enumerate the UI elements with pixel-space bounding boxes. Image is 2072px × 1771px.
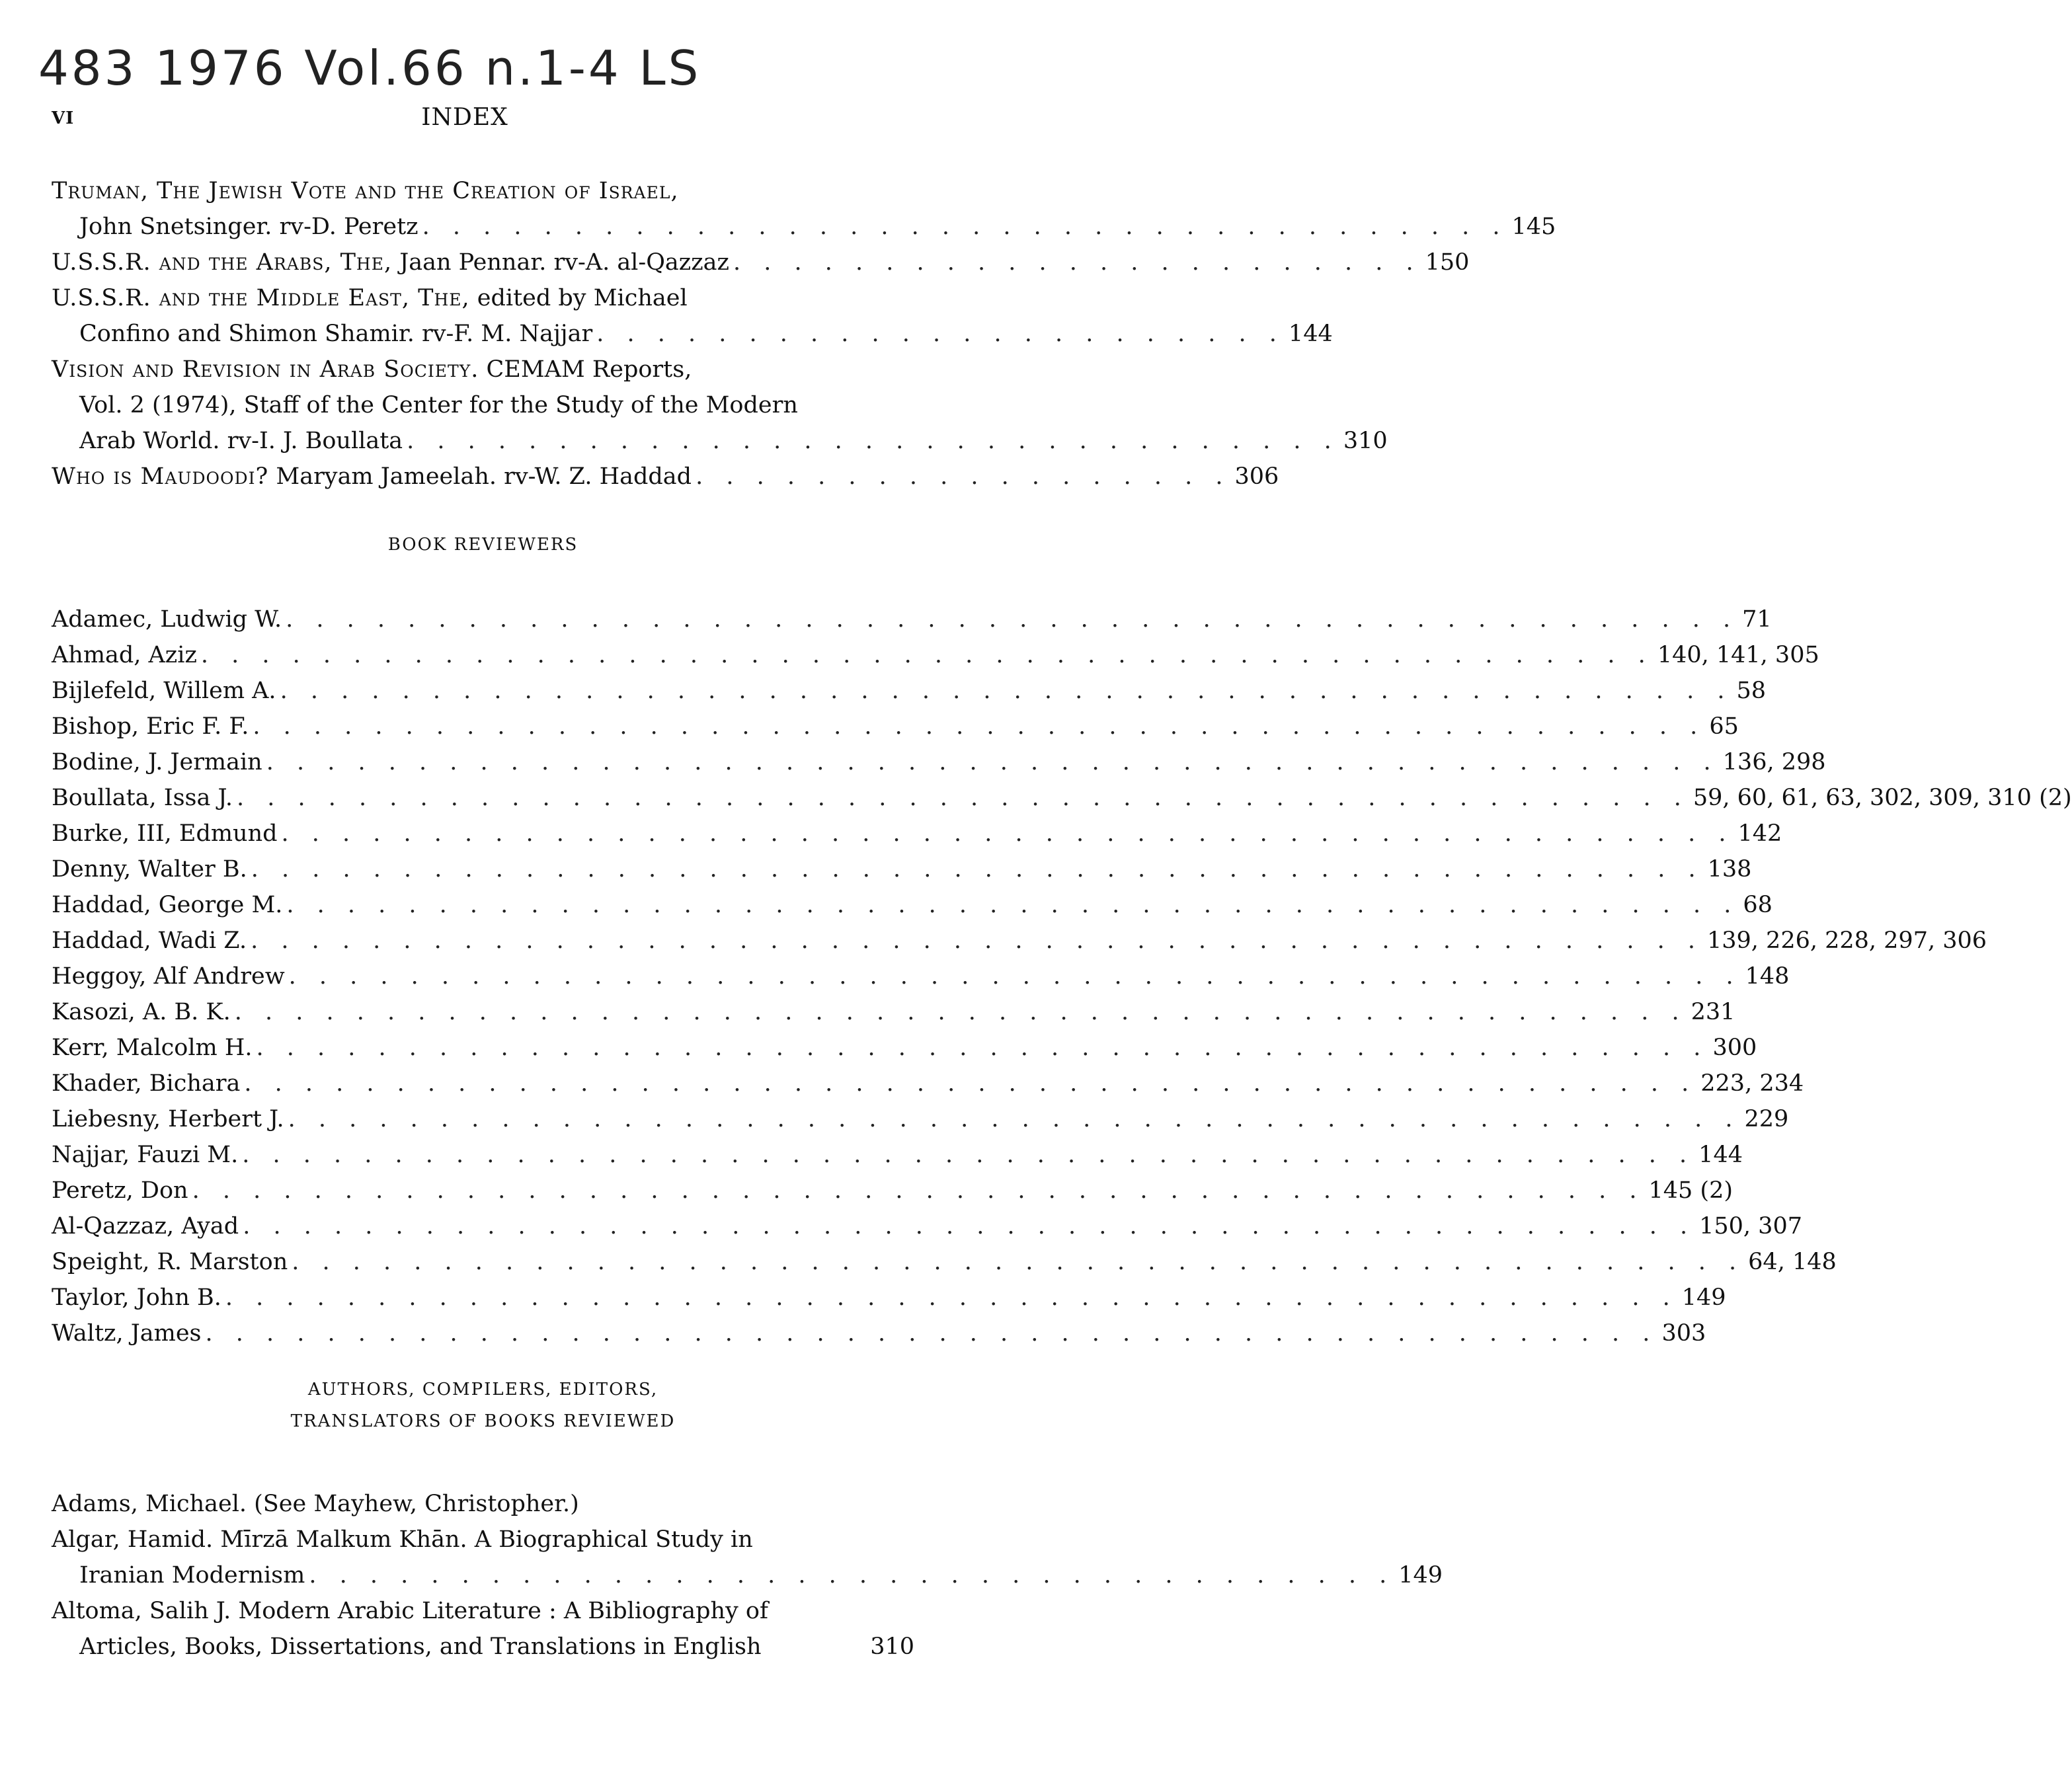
handwritten-annotation: 483 1976 Vol.66 n.1-4 LS <box>38 40 701 96</box>
title-entry-detail: John Snetsinger. rv-D. Peretz <box>79 214 418 240</box>
reviewer-entry <box>52 780 2072 816</box>
reviewer-entry <box>52 1137 1743 1173</box>
reviewer-entry <box>52 887 1773 923</box>
dot-leader: . . . . . . . . . . . . . . . . . . . . . . . . . . . . . . . . . . . . . . . . . . . . . . . . <box>256 1035 1709 1061</box>
section-heading-reviewers: BOOK REVIEWERS <box>387 535 578 555</box>
reviewer-name: Taylor, John B. <box>52 1284 221 1311</box>
title-entry-pages: 306 <box>1234 463 1279 490</box>
author-entry-text: Algar, Hamid. Mīrzā Malkum Khān. A Biographical Study in <box>52 1526 753 1553</box>
title-entry-title: Vision and Revision in Arab Society. <box>52 356 479 383</box>
title-entry <box>52 280 914 316</box>
reviewer-entry <box>52 994 1735 1030</box>
section-heading-line: AUTHORS, COMPILERS, EDITORS, <box>307 1380 658 1399</box>
reviewer-pages: 138 <box>1707 856 1752 883</box>
author-entry-text: Iranian Modernism <box>79 1562 305 1589</box>
author-entry <box>52 1522 914 1557</box>
title-entry-continuation <box>52 209 1556 245</box>
author-entry-text: Articles, Books, Dissertations, and Translations in English <box>79 1633 762 1660</box>
author-entry-continuation <box>52 1557 1443 1593</box>
page-title: INDEX <box>421 104 508 131</box>
reviewer-name: Kerr, Malcolm H. <box>52 1035 253 1061</box>
reviewer-name: Al-Qazzaz, Ayad <box>52 1213 239 1240</box>
dot-leader: . . . . . . . . . . . . . . . . . . . . . . . <box>596 321 1285 347</box>
reviewer-entry <box>52 1173 1733 1208</box>
reviewer-name: Khader, Bichara <box>52 1070 241 1097</box>
reviewer-entry <box>52 637 1819 673</box>
reviewer-pages: 142 <box>1737 820 1782 847</box>
page-header <box>52 98 878 138</box>
dot-leader: . . . . . . . . . . . . . . . . . . . . . . . . . . . . . . . . . . . . . . . . . . . . . . . . <box>205 1320 1658 1347</box>
reviewer-pages: 148 <box>1745 963 1790 990</box>
title-entry-detail: Jaan Pennar. rv-A. al-Qazzaz <box>399 249 729 276</box>
reviewer-entry <box>52 602 1772 637</box>
title-entry-title: Who is Maudoodi? <box>52 463 269 490</box>
reviewer-pages: 65 <box>1709 713 1739 740</box>
dot-leader: . . . . . . . . . . . . . . . . . . . . . . . . . . . . . . . . . . . . . . . . . . . . . . . . <box>200 642 1654 668</box>
title-entry-title: U.S.S.R. and the Arabs, The, <box>52 249 393 276</box>
reviewer-name: Heggoy, Alf Andrew <box>52 963 285 990</box>
reviewer-entry <box>52 744 1826 780</box>
reviewer-pages: 58 <box>1736 678 1767 704</box>
reviewer-entry <box>52 673 1767 709</box>
dot-leader: . . . . . . . . . . . . . . . . . . . . . . . . . . . . . . . . . . . . . . . . . . . . . . . . <box>288 963 1741 990</box>
dot-leader: . . . . . . . . . . . . . . . . . . . . . . . . . . . . . . . . . . . . . . . . . . . . . . . . <box>288 1106 1741 1132</box>
dot-leader: . . . . . . . . . . . . . . . . . . . . . . . . . . . . . . . . . . . . <box>309 1562 1395 1589</box>
reviewer-name: Burke, III, Edmund <box>52 820 278 847</box>
reviewer-name: Bodine, J. Jermain <box>52 749 262 775</box>
title-entry-title: U.S.S.R. and the Middle East, The, <box>52 285 470 311</box>
author-entry <box>52 1593 914 1629</box>
dot-leader: . . . . . . . . . . . . . . . . . . . . . . . . . . . . . . . . . . . . . . . . . . . . . . . . <box>244 1070 1697 1097</box>
dot-leader: . . . . . . . . . . . . . . . . . . . . . . . . . . . . . . . . . . . . . . . . . . . . . . . . <box>225 1284 1678 1311</box>
reviewer-pages: 68 <box>1743 892 1773 918</box>
title-entry-pages: 310 <box>1343 428 1388 454</box>
reviewer-entry <box>52 851 1752 887</box>
title-entry <box>52 352 914 387</box>
dot-leader: . . . . . . . . . . . . . . . . . . . . . . . . . . . . . . . . . . . . . . . . . . . . . . . . <box>251 927 1703 954</box>
reviewer-name: Peretz, Don <box>52 1177 188 1204</box>
dot-leader: . . . . . . . . . . . . . . . . . . . . . . . . . . . . . . . . . . . . . . . . . . . . . . . . <box>243 1213 1696 1240</box>
dot-leader: . . . . . . . . . . . . . . . . . . <box>696 463 1231 490</box>
dot-leader: . . . . . . . . . . . . . . . . . . . . . . . . . . . . . . . . . . . . . . . . . . . . . . . . <box>234 999 1687 1025</box>
dot-leader: . . . . . . . . . . . . . . . . . . . . . . . . . . . . . . . . . . . . . . . . . . . . . . . . <box>236 785 1689 811</box>
dot-leader: . . . . . . . . . . . . . . . . . . . . . . . . . . . . . . . . . . . . . . . . . . . . . . . . <box>253 713 1706 740</box>
author-entry <box>52 1486 914 1522</box>
title-entry-title: Truman, The Jewish Vote and the Creation of Israel, <box>52 178 679 204</box>
reviewer-entry <box>52 1101 1789 1137</box>
dot-leader: . . . . . . . . . . . . . . . . . . . . . . . . . . . . . . . . . . . . . . . . . . . . . . . . <box>292 1249 1745 1275</box>
reviewer-pages: 231 <box>1691 999 1735 1025</box>
reviewer-entry <box>52 923 1987 959</box>
author-list <box>52 1486 1443 1665</box>
reviewer-name: Denny, Walter B. <box>52 856 247 883</box>
dot-leader: . . . . . . . . . . . . . . . . . . . . . . . . . . . . . . . . . . . . . . . . . . . . . . . . <box>286 606 1739 633</box>
title-entry-detail: Maryam Jameelah. rv-W. Z. Haddad <box>276 463 692 490</box>
title-entry-pages: 145 <box>1511 214 1556 240</box>
dot-leader: . . . . . . . . . . . . . . . . . . . . . . . . . . . . . . . . . . . . <box>422 214 1508 240</box>
reviewer-pages: 145 (2) <box>1648 1177 1733 1204</box>
title-entry <box>52 245 1470 280</box>
title-index-list <box>52 173 1556 494</box>
reviewer-pages: 223, 234 <box>1700 1070 1804 1097</box>
reviewer-entry <box>52 1244 1837 1280</box>
reviewer-pages: 64, 148 <box>1748 1249 1837 1275</box>
dot-leader: . . . . . . . . . . . . . . . . . . . . . . . . . . . . . . . . . . . . . . . . . . . . . . . . <box>281 820 1734 847</box>
dot-leader: . . . . . . . . . . . . . . . . . . . . . . . . . . . . . . . . . . . . . . . . . . . . . . . . <box>192 1177 1645 1204</box>
section-heading-line: TRANSLATORS OF BOOKS REVIEWED <box>290 1411 676 1431</box>
author-entry-pages: 149 <box>1398 1562 1443 1589</box>
reviewer-pages: 303 <box>1661 1320 1706 1347</box>
reviewer-entry <box>52 1208 1802 1244</box>
dot-leader: . . . . . . . . . . . . . . . . . . . . . . . . . . . . . . . . . . . . . . . . . . . . . . . . <box>280 678 1733 704</box>
title-entry-detail: CEMAM Reports, <box>486 356 692 383</box>
reviewer-pages: 136, 298 <box>1722 749 1826 775</box>
reviewer-name: Adamec, Ludwig W. <box>52 606 282 633</box>
reviewer-entry <box>52 816 1782 851</box>
reviewer-name: Liebesny, Herbert J. <box>52 1106 284 1132</box>
author-entry-continuation <box>52 1629 914 1665</box>
dot-leader: . . . . . . . . . . . . . . . . . . . . . . . . . . . . . . . <box>407 428 1339 454</box>
title-entry <box>52 459 1279 494</box>
title-entry-pages: 144 <box>1288 321 1333 347</box>
title-entry-detail: Confino and Shimon Shamir. rv-F. M. Najjar <box>79 321 593 347</box>
reviewer-entry <box>52 959 1790 994</box>
title-entry <box>52 173 914 209</box>
title-entry-detail: edited by Michael <box>477 285 688 311</box>
reviewer-entry <box>52 1030 1757 1066</box>
reviewer-entry <box>52 1316 1706 1351</box>
reviewer-entry <box>52 1280 1726 1316</box>
dot-leader: . . . . . . . . . . . . . . . . . . . . . . . . . . . . . . . . . . . . . . . . . . . . . . . . <box>251 856 1704 883</box>
reviewer-pages: 144 <box>1698 1142 1743 1168</box>
section-heading-authors <box>52 1374 914 1437</box>
reviewer-pages: 229 <box>1744 1106 1789 1132</box>
reviewer-pages: 59, 60, 61, 63, 302, 309, 310 (2) <box>1693 785 2072 811</box>
reviewer-pages: 149 <box>1681 1284 1726 1311</box>
reviewer-name: Kasozi, A. B. K. <box>52 999 231 1025</box>
reviewer-pages: 71 <box>1742 606 1772 633</box>
dot-leader: . . . . . . . . . . . . . . . . . . . . . . . <box>733 249 1421 276</box>
author-entry-pages: 310 <box>870 1633 914 1660</box>
reviewer-list <box>52 602 2072 1351</box>
author-entry-text: Altoma, Salih J. Modern Arabic Literature : A Bibliography of <box>52 1598 768 1624</box>
title-entry-continuation <box>52 423 1388 459</box>
title-entry-continuation <box>52 387 914 423</box>
page-folio: VI <box>52 108 75 128</box>
dot-leader: . . . . . . . . . . . . . . . . . . . . . . . . . . . . . . . . . . . . . . . . . . . . . . . . <box>286 892 1739 918</box>
dot-leader: . . . . . . . . . . . . . . . . . . . . . . . . . . . . . . . . . . . . . . . . . . . . . . . . <box>242 1142 1695 1168</box>
reviewer-name: Bishop, Eric F. F. <box>52 713 249 740</box>
reviewer-name: Ahmad, Aziz <box>52 642 197 668</box>
reviewer-entry <box>52 1066 1804 1101</box>
reviewer-pages: 140, 141, 305 <box>1657 642 1819 668</box>
title-entry-detail: Vol. 2 (1974), Staff of the Center for the Study of the Modern <box>79 392 798 418</box>
reviewer-name: Bijlefeld, Willem A. <box>52 678 276 704</box>
dot-leader: . . . . . . . . . . . . . . . . . . . . . . . . . . . . . . . . . . . . . . . . . . . . . . . . <box>266 749 1719 775</box>
reviewer-pages: 139, 226, 228, 297, 306 <box>1707 927 1987 954</box>
reviewer-entry <box>52 709 1739 744</box>
reviewer-name: Haddad, Wadi Z. <box>52 927 247 954</box>
reviewer-name: Najjar, Fauzi M. <box>52 1142 239 1168</box>
reviewer-name: Boullata, Issa J. <box>52 785 233 811</box>
reviewer-name: Waltz, James <box>52 1320 202 1347</box>
author-entry-text: Adams, Michael. (See Mayhew, Christopher.) <box>52 1491 579 1517</box>
title-entry-detail: Arab World. rv-I. J. Boullata <box>79 428 403 454</box>
reviewer-name: Speight, R. Marston <box>52 1249 288 1275</box>
reviewer-pages: 150, 307 <box>1699 1213 1802 1240</box>
title-entry-pages: 150 <box>1425 249 1470 276</box>
reviewer-name: Haddad, George M. <box>52 892 283 918</box>
title-entry-continuation <box>52 316 1333 352</box>
reviewer-pages: 300 <box>1712 1035 1757 1061</box>
